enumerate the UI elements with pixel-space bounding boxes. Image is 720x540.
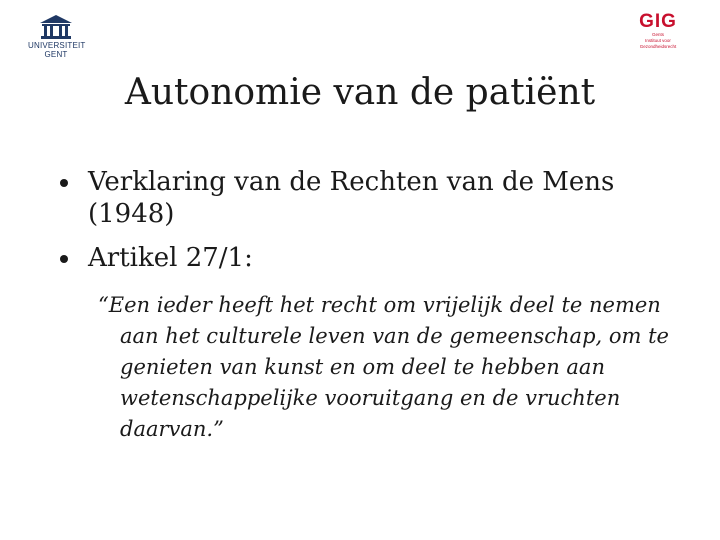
ugent-logo [28, 14, 84, 66]
bullet-text: Verklaring van de Rechten van de Mens (1948) [88, 167, 615, 229]
gig-logo-sub-line2: Instituut voor [645, 38, 671, 43]
ugent-logo-text-line1: UNIVERSITEIT [28, 41, 86, 50]
ugent-logo-text-line2: GENT [44, 50, 68, 59]
bullet-text: Artikel 27/1: [88, 243, 253, 273]
bullet-list [58, 166, 678, 286]
gig-logo-mark: GIG [639, 11, 677, 32]
bullet-dot-icon [60, 179, 68, 187]
bullet-dot-icon [60, 255, 68, 263]
article-quote: “Een ieder heeft het recht om vrijelijk deel te nemen aan het culturele leven van de gemeenschap, om te genieten van kunst en om deel te hebben aan wetenschappelijke vooruitgang en de vruchten daarvan.” [98, 293, 669, 441]
university-building-icon [38, 14, 74, 40]
slide-title: Autonomie van de patiënt [124, 72, 596, 113]
gig-logo [630, 12, 686, 68]
bullet-item [58, 166, 678, 230]
gig-logo-sub-line1: Gents [651, 32, 664, 37]
bullet-item [58, 242, 678, 274]
gig-logo-sub-line3: Gezondheidsrecht [639, 44, 677, 49]
